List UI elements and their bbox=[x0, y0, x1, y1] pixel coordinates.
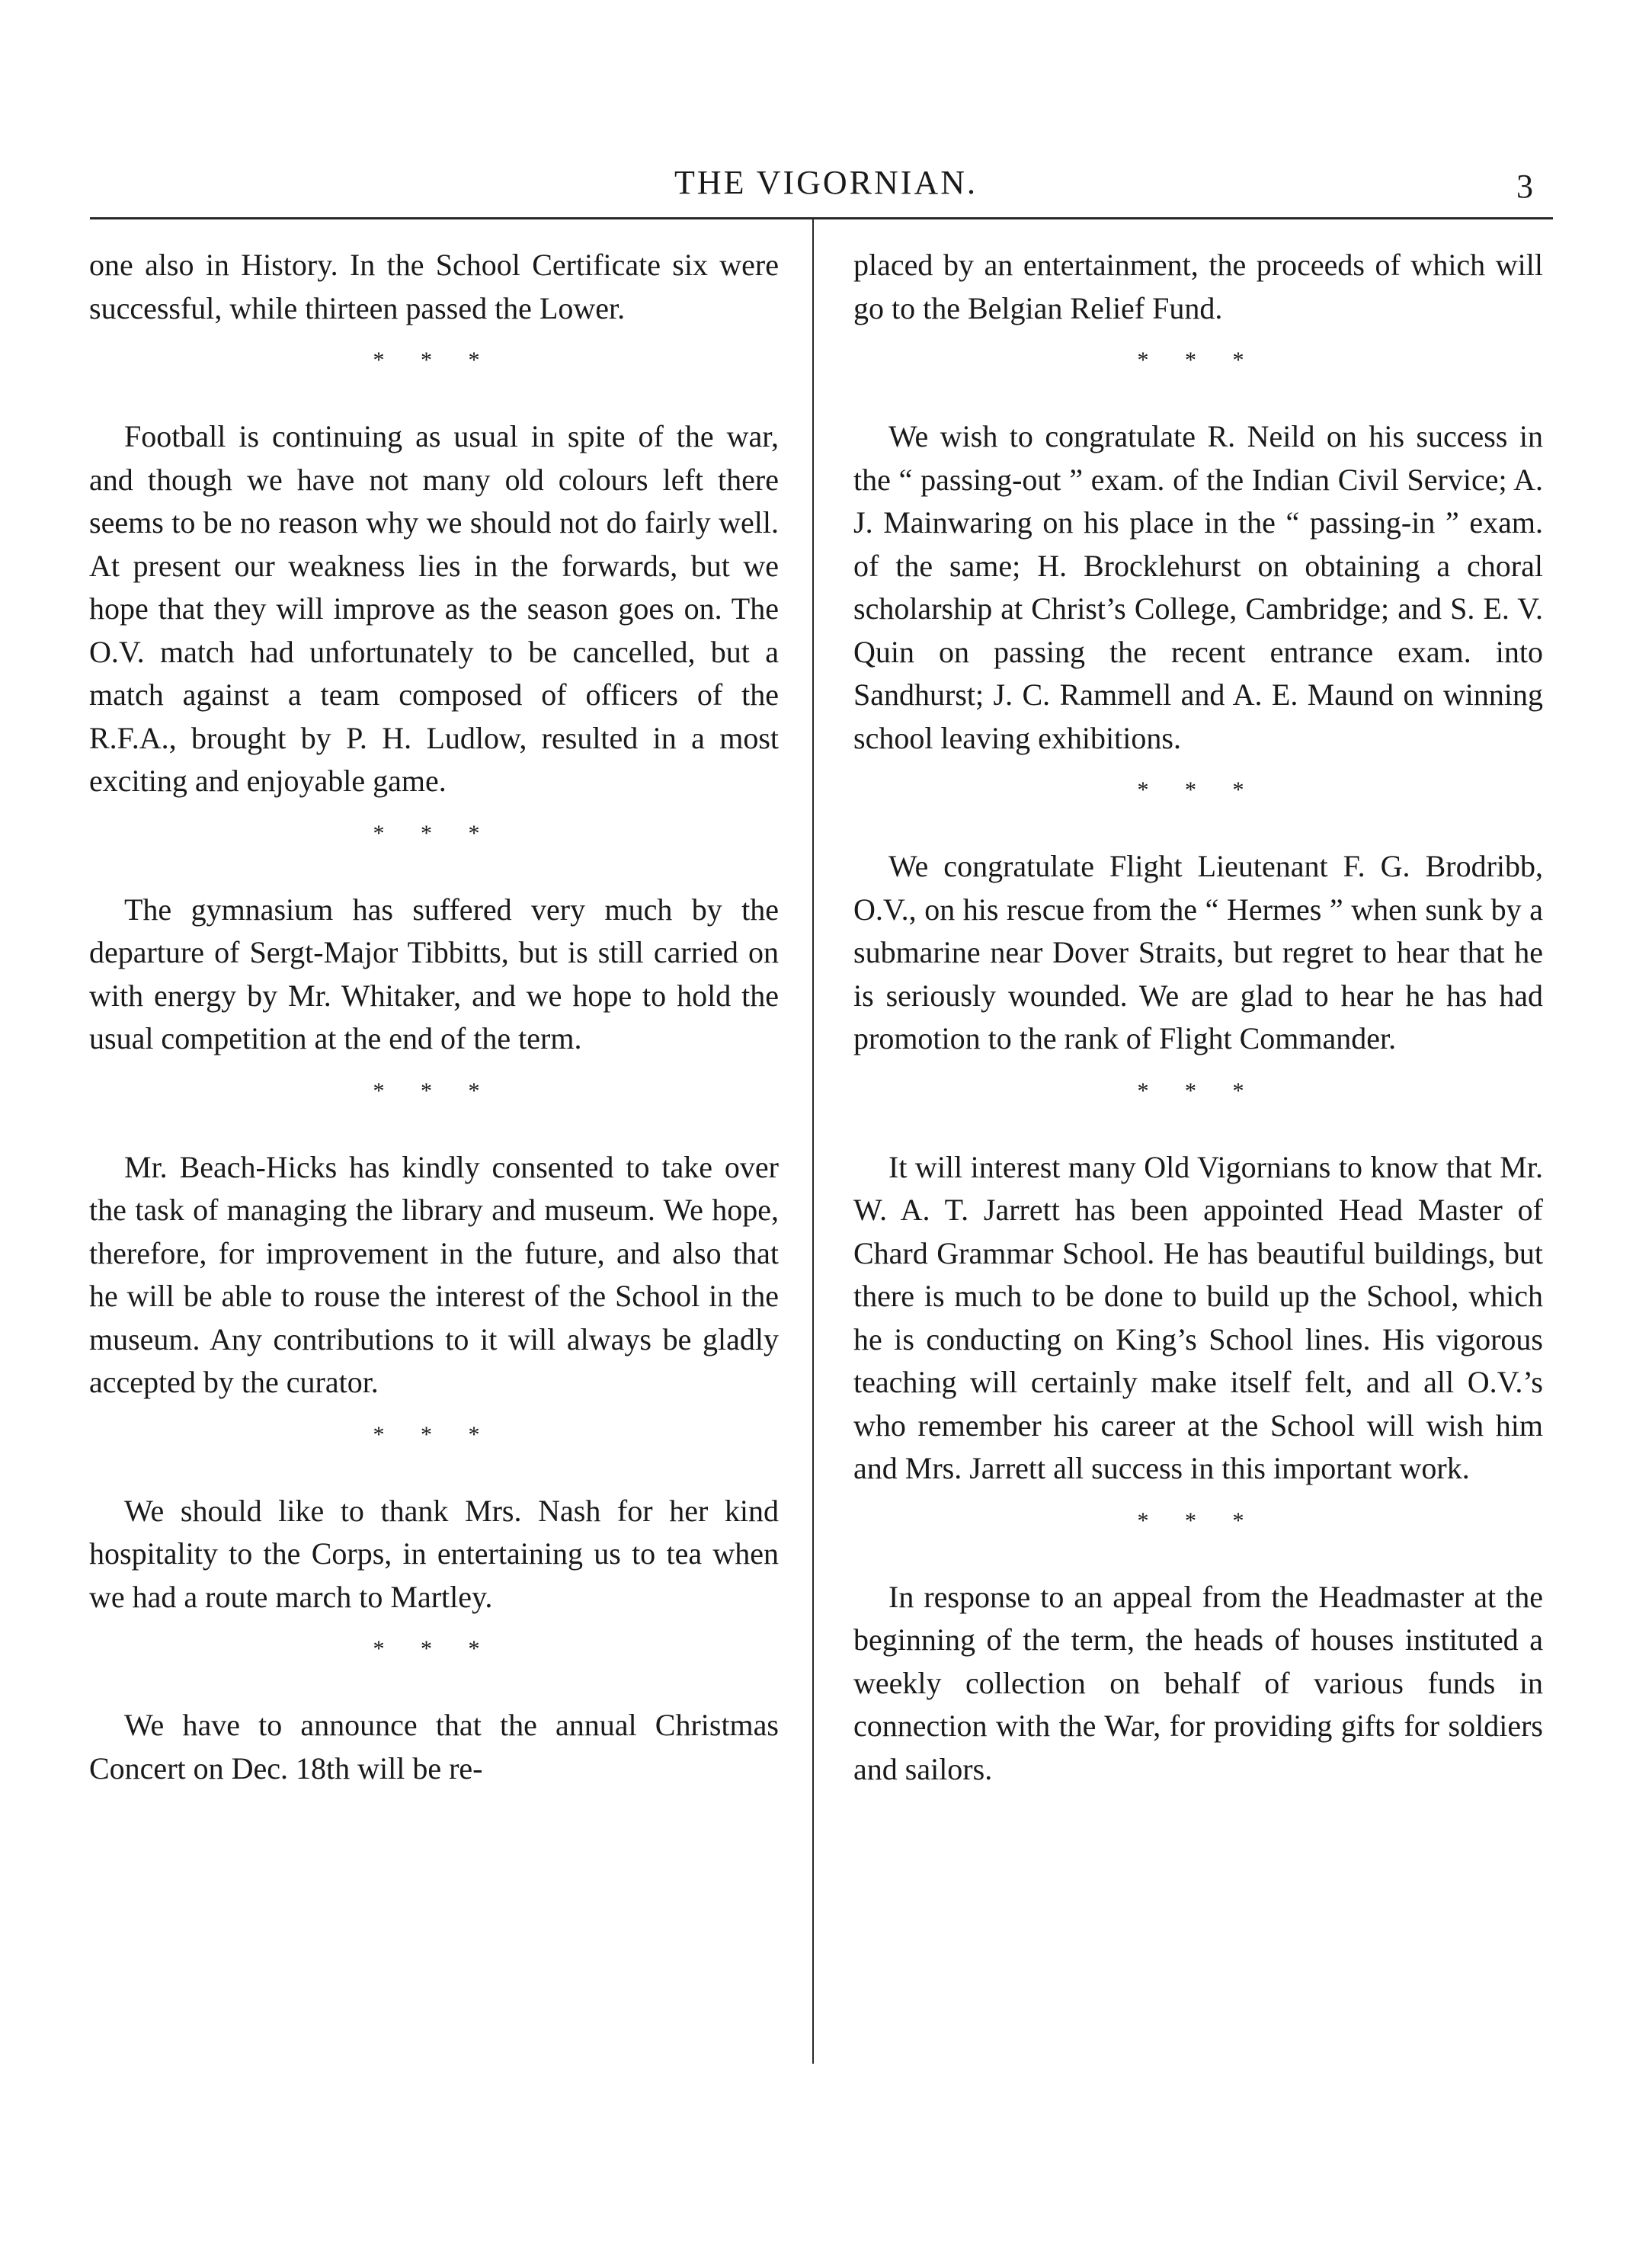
section-separator: * * * bbox=[1137, 348, 1260, 373]
paragraph-thanks-mrs-nash: We should like to thank Mrs. Nash for her kind hospitality to the Corps, in entertaining us to tea when we had a route march to Martley. bbox=[89, 1493, 779, 1614]
paragraph-gymnasium: The gymnasium has suffered very much by the departure of Sergt-Major Tibbitts, but is still carried on with energy by Mr. Whitaker, and we hope to hold the usual competition at the end of the term. bbox=[89, 892, 779, 1055]
paragraph-weekly-collection: In response to an appeal from the Headmaster at the beginning of the term, the heads of houses instituted a weekly collection on behalf of various funds in connection with the War, for providing gifts for soldiers and sailors. bbox=[853, 1579, 1543, 1786]
paragraph-flight-lieutenant: We congratulate Flight Lieutenant F. G. Brodribb, O.V., on his rescue from the “ Hermes ” when sunk by a submarine near Dover Straits, but regret to hear that he is seriously wounded. We are glad to hear he has had promotion to the rank of Flight Commander. bbox=[853, 849, 1543, 1055]
paragraph-football: Football is continuing as usual in spite of the war, and though we have not many old colours left there seems to be no reason why we should not do fairly well. At present our weakness lies in the forwards, but we hope that they will improve as the season goes on. The O.V. match had unfortunately to be cancelled, but a match against a team composed of officers of the R.F.A., brought by P. H. Ludlow, resulted in a most exciting and enjoyable game. bbox=[89, 419, 779, 798]
column-divider bbox=[812, 219, 814, 2064]
section-separator: * * * bbox=[373, 1078, 495, 1103]
paragraph-library-museum: Mr. Beach-Hicks has kindly consented to take over the task of managing the library and museum. We hope, therefore, for improvement in the future, and also that he will be able to rouse the interest of the School in the museum. Any contributions to it will always be gladly accepted by the curator. bbox=[89, 1149, 779, 1399]
page-number: 3 bbox=[1516, 168, 1533, 205]
section-separator: * * * bbox=[1137, 777, 1260, 802]
section-separator: * * * bbox=[1137, 1507, 1260, 1533]
section-separator: * * * bbox=[1137, 1078, 1260, 1103]
left-column bbox=[89, 244, 779, 1790]
paragraph-congratulations-exams: We wish to congratulate R. Neild on his success in the “ passing-out ” exam. of the Indian Civil Service; A. J. Mainwaring on his place in the “ passing-in ” exam. of the same; H. Brocklehurst on obtaining a choral scholarship at Christ’s College, Cambridge; and S. E. V. Quin on passing the recent entrance exam. into Sandhurst; J. C. Rammell and A. E. Maund on winning school leaving exhibitions. bbox=[853, 419, 1543, 755]
paragraph-history-results: one also in History. In the School Certificate six were successful, while thirteen passed the Lower. bbox=[89, 248, 779, 325]
section-separator: * * * bbox=[373, 1421, 495, 1447]
right-column bbox=[853, 244, 1543, 1791]
section-separator: * * * bbox=[373, 820, 495, 846]
paragraph-head-master-jarrett: It will interest many Old Vigornians to know that Mr. W. A. T. Jarrett has been appointed Head Master of Chard Grammar School. He has beautiful buildings, but there is much to be done to build up the School, which he is conducting on King’s School lines. His vigorous teaching will certainly make itself felt, and all O.V.’s who remember his career at the School will wish him and Mrs. Jarrett all success in this important work. bbox=[853, 1149, 1543, 1485]
paragraph-christmas-concert: We have to announce that the annual Christmas Concert on Dec. 18th will be re- bbox=[89, 1708, 779, 1786]
running-head-title: THE VIGORNIAN. bbox=[674, 164, 978, 201]
section-separator: * * * bbox=[373, 348, 495, 373]
section-separator: * * * bbox=[373, 1636, 495, 1661]
paragraph-belgian-relief: placed by an entertainment, the proceeds of which will go to the Belgian Relief Fund. bbox=[853, 248, 1543, 325]
header-rule bbox=[90, 217, 1553, 219]
